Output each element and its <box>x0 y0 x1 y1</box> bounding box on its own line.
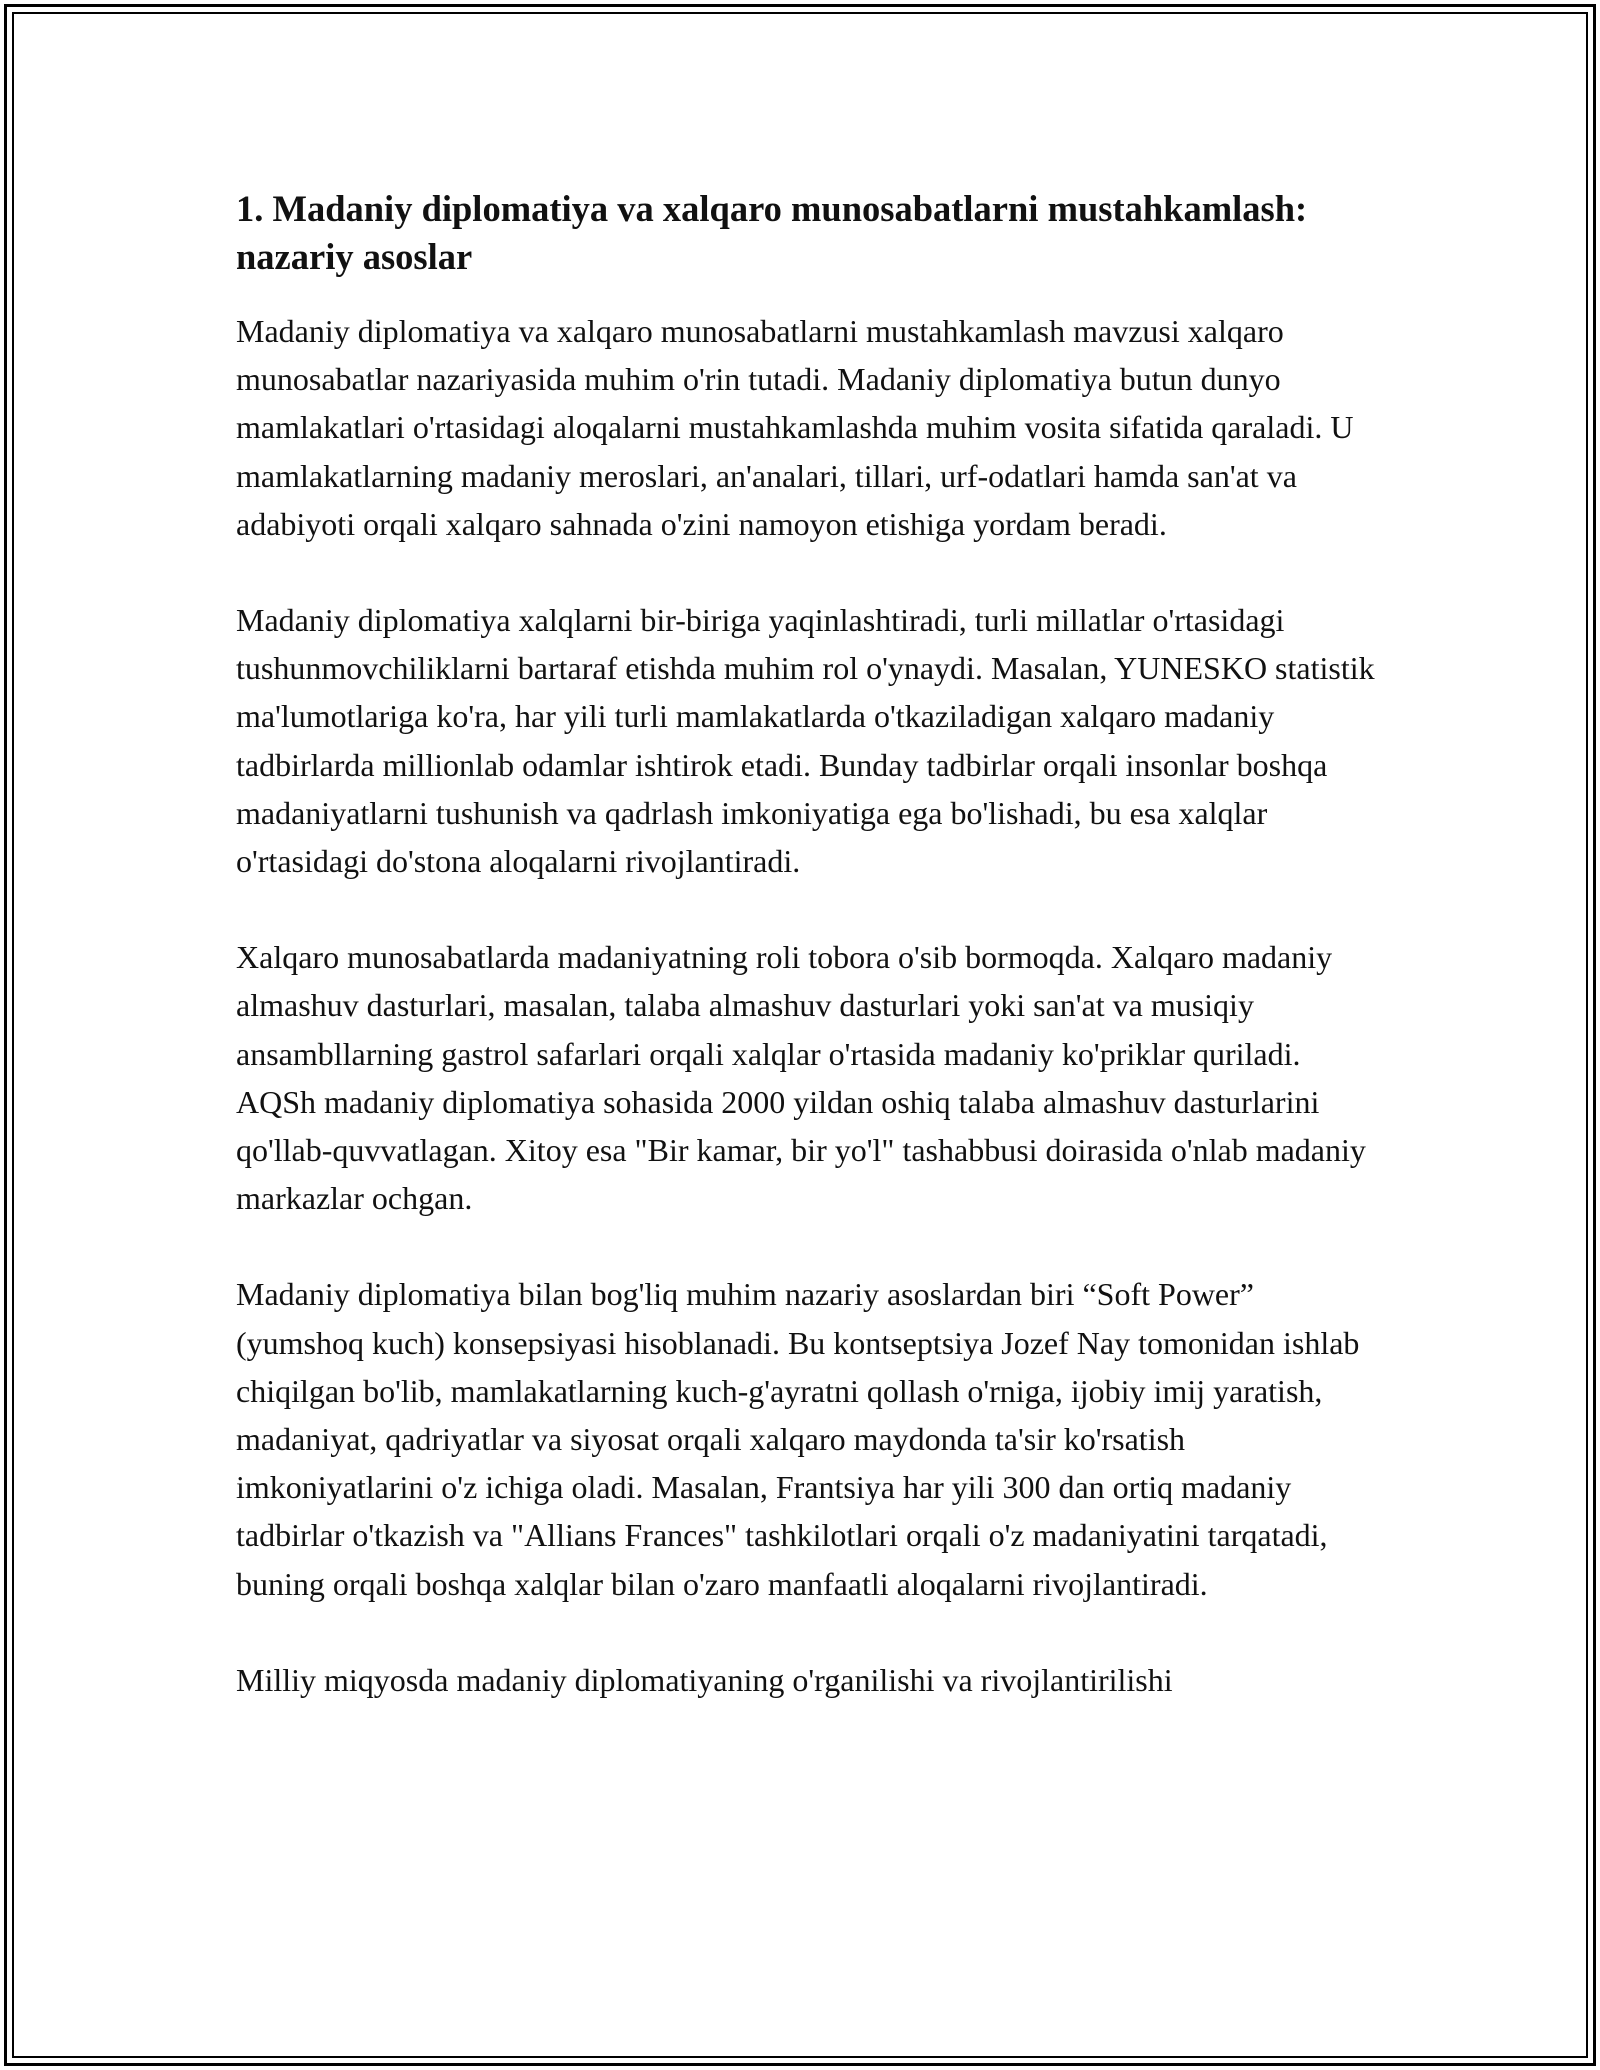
paragraph-5: Milliy miqyosda madaniy diplomatiyaning o'rganilishi va rivojlantirilishi <box>236 1661 1173 1698</box>
paragraph-2: Madaniy diplomatiya xalqlarni bir-biriga yaqinlashtiradi, turli millatlar o'rtasidagi tushunmovchiliklarni bartaraf etishda muhim rol o'ynaydi. Masalan, YUNESKO statistik ma'lumotlariga ko'ra, har yili turli mamlakatlarda o'tkaziladigan xalqaro madaniy tadbirlarda millionlab odamlar ishtirok etadi. Bunday tadbirlar orqali insonlar boshqa madaniyatlarni tushunish va qadrlash imkoniyatiga ega bo'lishadi, bu esa xalqlar o'rtasidagi do'stona aloqalarni rivojlantiradi. <box>236 602 1375 880</box>
paragraph-1: Madaniy diplomatiya va xalqaro munosabatlarni mustahkamlash mavzusi xalqaro munosabatlar nazariyasida muhim o'rin tutadi. Madaniy diplomatiya butun dunyo mamlakatlari o'rtasidagi aloqalarni mustahkamlashda muhim vosita sifatida qaraladi. U mamlakatlarning madaniy meroslari, an'analari, tillari, urf-odatlari hamda san'at va adabiyoti orqali xalqaro sahnada o'zini namoyon etishiga yordam beradi. <box>236 313 1354 542</box>
section-heading: 1. Madaniy diplomatiya va xalqaro munosabatlarni mustahkamlash: nazariy asoslar <box>236 188 1308 277</box>
paragraph-3: Xalqaro munosabatlarda madaniyatning roli tobora o'sib bormoqda. Xalqaro madaniy almashuv dasturlari, masalan, talaba almashuv dasturlari yoki san'at va musiqiy ansambllarning gastrol safarlari orqali xalqlar o'rtasida madaniy ko'priklar quriladi. AQSh madaniy diplomatiya sohasida 2000 yildan oshiq talaba almashuv dasturlarini qo'llab-quvvatlagan. Xitoy esa "Bir kamar, bir yo'l" tashabbusi doirasida o'nlab madaniy markazlar ochgan. <box>236 939 1366 1217</box>
document-content <box>236 185 1376 1752</box>
paragraph-4: Madaniy diplomatiya bilan bog'liq muhim nazariy asoslardan biri “Soft Power” (yumshoq kuch) konsepsiyasi hisoblanadi. Bu kontseptsiya Jozef Nay tomonidan ishlab chiqilgan bo'lib, mamlakatlarning kuch-g'ayratni qollash o'rniga, ijobiy imij yaratish, madaniyat, qadriyatlar va siyosat orqali xalqaro maydonda ta'sir ko'rsatish imkoniyatlarini o'z ichiga oladi. Masalan, Frantsiya har yili 300 dan ortiq madaniy tadbirlar o'tkazish va "Allians Frances" tashkilotlari orqali o'z madaniyatini tarqatadi, buning orqali boshqa xalqlar bilan o'zaro manfaatli aloqalarni rivojlantiradi. <box>236 1276 1360 1602</box>
